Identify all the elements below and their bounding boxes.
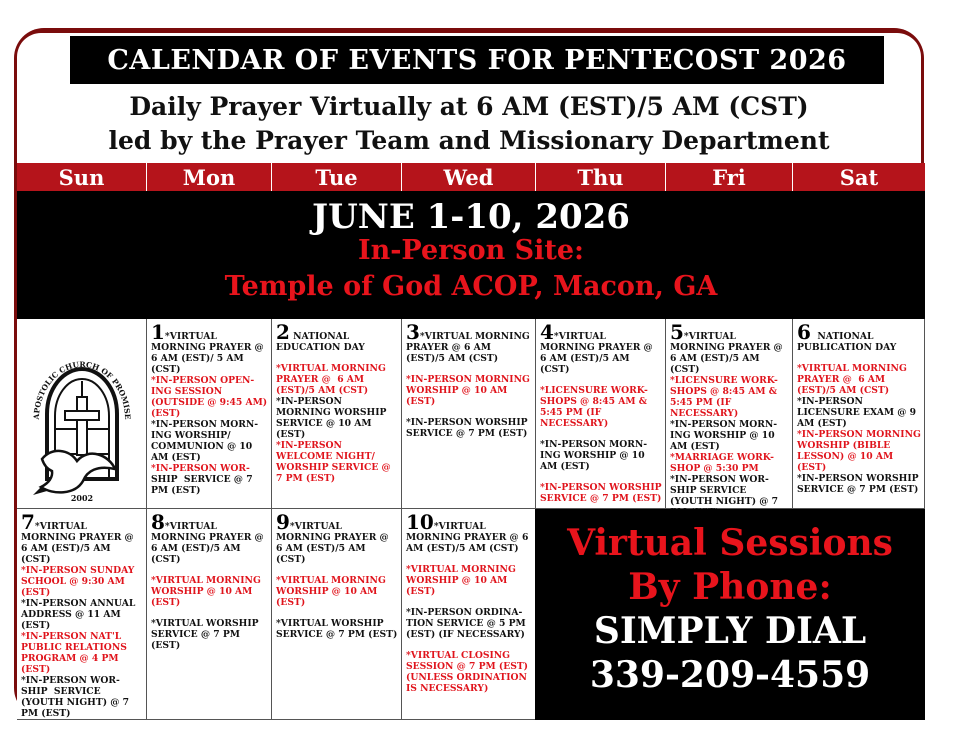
- day-cell-10: [402, 509, 536, 720]
- event-text: NATIONAL EDUCATION DAY: [276, 331, 365, 353]
- event-text: *IN-PERSON WELCOME NIGHT/ WORSHIP SERVICE @ 7 PM (EST): [276, 440, 394, 484]
- spacer: [406, 640, 532, 650]
- day-cell-6: [793, 319, 925, 509]
- event-text: *VIRTUAL MORNING WORSHIP @ 10 AM (EST): [276, 575, 390, 608]
- virtual-line-2: By Phone:: [628, 566, 832, 608]
- day-cell-5: [666, 319, 793, 509]
- day-thu: Thu: [536, 163, 666, 191]
- spacer: [406, 554, 532, 564]
- logo-year: 2002: [70, 493, 94, 503]
- weekday-header: [17, 163, 925, 191]
- event-text: *IN-PERSON MORN-ING WORSHIP @ 10 AM (EST): [540, 439, 648, 472]
- event-text: *IN-PERSON SUNDAY SCHOOL @ 9:30 AM (EST): [21, 565, 138, 598]
- day-sat: Sat: [793, 163, 925, 191]
- day-fri: Fri: [666, 163, 793, 191]
- spacer: [276, 608, 398, 618]
- virtual-line-3: SIMPLY DIAL: [593, 610, 867, 652]
- virtual-line-1: Virtual Sessions: [567, 522, 893, 564]
- event-text: *VIRTUAL WORSHIP SERVICE @ 7 PM (EST): [151, 618, 262, 651]
- spacer: [540, 375, 662, 385]
- event-text: *VIRTUAL MORNING WORSHIP @ 10 AM (EST): [406, 564, 520, 597]
- event-text: *IN-PERSON MORNING WORSHIP SERVICE @ 10 AM (EST): [276, 396, 390, 440]
- church-seal-icon: [17, 319, 147, 509]
- day-cell-3: [402, 319, 536, 509]
- spacer: [151, 565, 268, 575]
- logo-arc-text: APOSTOLIC CHURCH OF PROMISE: [31, 359, 133, 420]
- day-number: 9: [276, 510, 290, 534]
- event-text: *IN-PERSON MORNING WORSHIP @ 10 AM (EST): [406, 374, 534, 407]
- event-text: *IN-PERSON ORDINA-TION SERVICE @ 5 PM (EST) (IF NECESSARY): [406, 607, 529, 640]
- event-text: *IN-PERSON WOR-SHIP SERVICE (YOUTH NIGHT) @ 7 PM (EST): [21, 675, 133, 719]
- day-number: 10: [406, 510, 434, 534]
- event-dates: JUNE 1-10, 2026: [312, 197, 630, 237]
- day-cell-4: [536, 319, 666, 509]
- event-text: *IN-PERSON MORN-ING WORSHIP @ 10 AM (EST): [670, 419, 778, 452]
- event-text: *IN-PERSON OPEN-ING SESSION (OUTSIDE @ 9:45 AM) (EST): [151, 375, 271, 419]
- event-text: *VIRTUAL MORNING PRAYER @ 6 AM (EST)/5 AM (CST): [406, 331, 533, 364]
- day-cell-8: [147, 509, 272, 720]
- spacer: [797, 353, 921, 363]
- event-text: *IN-PERSON WORSHIP SERVICE @ 7 PM (EST): [797, 473, 922, 495]
- event-text: *IN-PERSON ANNUAL ADDRESS @ 11 AM (EST): [21, 598, 139, 631]
- event-text: *VIRTUAL MORNING PRAYER @ 6 AM (EST)/ 5 AM (CST): [151, 331, 267, 375]
- virtual-sessions-box: [535, 509, 925, 720]
- event-text: SHIP SERVICE @ 7 PM (EST): [151, 474, 256, 496]
- day-number: 3: [406, 320, 420, 344]
- dates-banner: [17, 191, 925, 319]
- calendar-title: CALENDAR OF EVENTS FOR PENTECOST 2026: [70, 36, 884, 84]
- spacer: [151, 608, 268, 618]
- event-text: *VIRTUAL MORNING PRAYER @ 6 AM (EST)/5 AM (CST): [151, 521, 267, 565]
- event-text: *IN-PERSON MORN-ING WORSHIP/ COMMUNION @ 10 AM (EST): [151, 419, 259, 463]
- event-text: *VIRTUAL MORNING PRAYER @ 6 AM (EST)/5 AM (CST): [797, 363, 911, 396]
- event-text: NATIONAL PUBLICATION DAY: [797, 331, 897, 353]
- event-text: *VIRTUAL MORNING PRAYER @ 6 AM (EST)/5 AM (CST): [276, 521, 392, 565]
- spacer: [406, 597, 532, 607]
- event-text: *VIRTUAL MORNING WORSHIP @ 10 AM (EST): [151, 575, 265, 608]
- day-cell-1: [147, 319, 272, 509]
- event-text: *IN-PERSON WOR-SHIP SERVICE (YOUTH NIGHT) @ 7: [670, 474, 779, 507]
- day-sun: Sun: [17, 163, 147, 191]
- event-text: *LICENSURE WORK-SHOPS @ 8:45 AM & 5:45 PM (IF NECESSARY): [670, 375, 781, 419]
- event-text: *VIRTUAL MORNING PRAYER @ 6 AM (EST)/5 AM (CST): [540, 331, 656, 375]
- day-number: 7: [21, 510, 35, 534]
- prayer-subtitle: Daily Prayer Virtually at 6 AM (EST)/5 AM (CST): [129, 92, 809, 121]
- event-text: *IN-PERSON WOR-: [151, 463, 250, 474]
- spacer: [276, 353, 398, 363]
- event-text: *IN-PERSON MORNING WORSHIP (BIBLE LESSON) @ 10 AM (EST): [797, 429, 925, 473]
- site-name: Temple of God ACOP, Macon, GA: [224, 271, 718, 302]
- prayer-team-subtitle: led by the Prayer Team and Missionary Department: [108, 126, 830, 155]
- event-text: *IN-PERSON LICENSURE EXAM @ 9 AM (EST): [797, 396, 920, 429]
- day-tue: Tue: [272, 163, 402, 191]
- event-text: *IN-PERSON WORSHIP SERVICE @ 7 PM (EST): [406, 417, 531, 439]
- day-number: 4: [540, 320, 554, 344]
- event-text: *VIRTUAL MORNING PRAYER @ 6 AM (EST)/5 AM (CST): [670, 331, 786, 375]
- day-number: 5: [670, 320, 684, 344]
- spacer: [276, 565, 398, 575]
- day-wed: Wed: [402, 163, 536, 191]
- event-text: *VIRTUAL MORNING PRAYER @ 6 AM (EST)/5 AM (CST): [406, 521, 532, 554]
- event-text: *IN-PERSON NAT'L PUBLIC RELATIONS PROGRAM @ 4 PM (EST): [21, 631, 131, 675]
- dial-number: 339-209-4559: [589, 654, 871, 696]
- day-number: 2: [276, 320, 290, 344]
- spacer: [406, 364, 532, 374]
- spacer: [406, 407, 532, 417]
- church-logo: [17, 319, 147, 509]
- day-number: 8: [151, 510, 165, 534]
- event-text: *IN-PERSON WORSHIP SERVICE @ 7 PM (EST): [540, 482, 665, 504]
- spacer: [540, 472, 662, 482]
- event-text: *LICENSURE WORK-SHOPS @ 8:45 AM & 5:45 PM (IF NECESSARY): [540, 385, 651, 429]
- event-text: *VIRTUAL CLOSING SESSION @ 7 PM (EST) (UNLESS ORDINATION IS NECESSARY): [406, 650, 532, 694]
- event-text: *VIRTUAL WORSHIP SERVICE @ 7 PM (EST): [276, 618, 398, 640]
- day-cell-9: [272, 509, 402, 720]
- day-number: 1: [151, 320, 165, 344]
- event-text: *VIRTUAL MORNING PRAYER @ 6 AM (EST)/5 AM (CST): [21, 521, 137, 565]
- day-cell-2: [272, 319, 402, 509]
- event-text: *VIRTUAL MORNING PRAYER @ 6 AM (EST)/5 AM (CST): [276, 363, 390, 396]
- day-mon: Mon: [147, 163, 272, 191]
- spacer: [540, 429, 662, 439]
- event-text: *MARRIAGE WORK-SHOP @ 5:30 PM: [670, 452, 774, 474]
- day-number: 6: [797, 320, 811, 344]
- site-label: In-Person Site:: [357, 235, 585, 266]
- day-cell-7: [17, 509, 147, 720]
